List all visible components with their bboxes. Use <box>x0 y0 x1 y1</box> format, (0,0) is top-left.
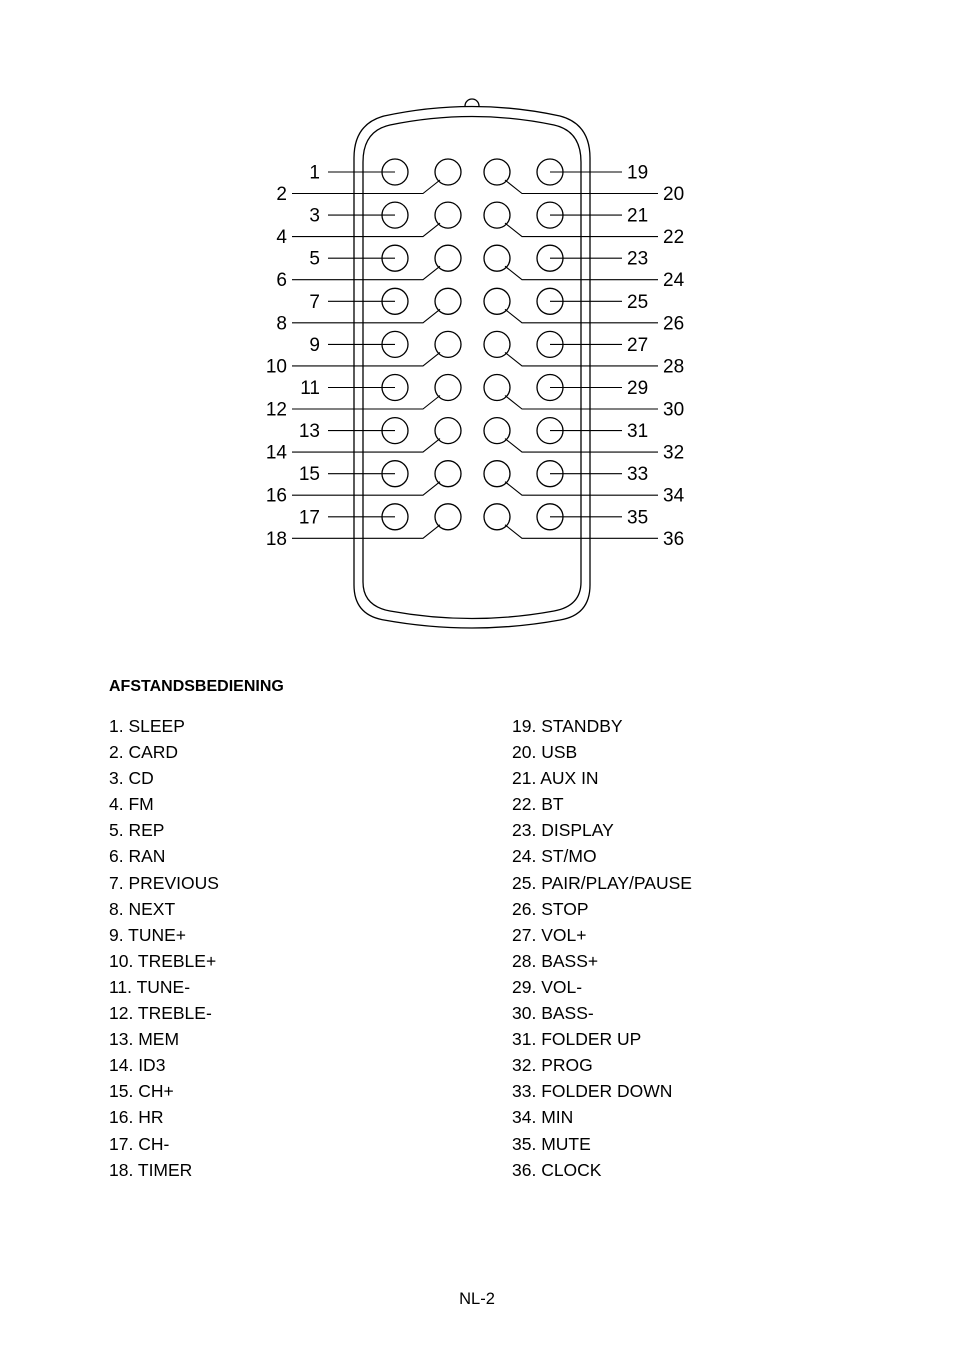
callout-number: 24 <box>663 270 685 292</box>
legend-item: 28. BASS+ <box>512 950 599 971</box>
callout-number: 30 <box>663 399 685 421</box>
legend-item: 20. USB <box>512 742 578 763</box>
legend-left-column <box>109 713 219 1183</box>
callout-number: 16 <box>265 485 287 507</box>
callout-number: 34 <box>663 485 685 507</box>
callout-number: 17 <box>298 507 320 529</box>
callout-number: 12 <box>265 399 287 421</box>
legend-item: 16. HR <box>109 1107 164 1128</box>
callout-number: 32 <box>663 442 685 464</box>
callout-number: 26 <box>663 313 685 335</box>
callout-number: 28 <box>663 356 685 378</box>
callout-number: 21 <box>627 205 649 227</box>
legend-item: 11. TUNE- <box>109 976 191 997</box>
legend-item: 29. VOL- <box>512 976 583 997</box>
remote-body <box>354 99 590 628</box>
section-title: AFSTANDSBEDIENING <box>109 678 284 695</box>
callout-number: 18 <box>265 528 287 550</box>
callout-number: 22 <box>663 227 685 249</box>
callout-number: 8 <box>276 313 287 335</box>
callout-number: 15 <box>298 464 320 486</box>
callout-number: 11 <box>300 378 320 399</box>
button-grid <box>382 159 563 530</box>
remote-lanyard-loop <box>465 99 479 106</box>
callout-number: 13 <box>298 421 320 443</box>
legend-item: 32. PROG <box>512 1055 593 1076</box>
remote-control-diagram <box>0 0 954 650</box>
legend-item: 34. MIN <box>512 1107 574 1128</box>
legend-item: 27. VOL+ <box>512 924 587 945</box>
legend-item: 23. DISPLAY <box>512 820 614 841</box>
callout-number: 31 <box>627 421 649 443</box>
legend-item: 22. BT <box>512 794 564 815</box>
callout-number: 2 <box>276 184 287 205</box>
legend-item: 2. CARD <box>109 742 179 763</box>
legend-item: 13. MEM <box>109 1029 180 1050</box>
legend-item: 9. TUNE+ <box>109 924 186 945</box>
callout-number: 23 <box>627 248 649 270</box>
legend-item: 35. MUTE <box>512 1133 591 1154</box>
legend-item: 5. REP <box>109 820 165 841</box>
legend-item: 7. PREVIOUS <box>109 872 219 893</box>
callout-number: 35 <box>627 507 649 529</box>
legend-item: 14. ID3 <box>109 1055 166 1076</box>
callout-number: 1 <box>309 162 320 184</box>
callout-number: 36 <box>663 528 685 550</box>
callout-labels <box>266 163 685 550</box>
callout-number: 5 <box>309 248 320 270</box>
callout-number: 33 <box>627 464 649 486</box>
callout-number: 14 <box>265 442 287 464</box>
callout-number: 7 <box>309 291 320 313</box>
legend-item: 3. CD <box>109 768 154 789</box>
callout-number: 6 <box>276 270 287 292</box>
legend-item: 26. STOP <box>512 898 589 919</box>
legend-item: 25. PAIR/PLAY/PAUSE <box>512 872 692 893</box>
legend-item: 10. TREBLE+ <box>109 950 217 971</box>
legend-item: 15. CH+ <box>109 1081 174 1102</box>
callout-number: 29 <box>627 378 649 399</box>
legend-item: 31. FOLDER UP <box>512 1029 642 1050</box>
callout-number: 20 <box>663 184 685 205</box>
legend-item: 4. FM <box>109 794 154 815</box>
legend-item: 6. RAN <box>109 846 166 867</box>
callout-number: 27 <box>627 334 649 356</box>
leader-lines <box>292 172 658 538</box>
callout-number: 25 <box>627 291 649 313</box>
legend-item: 1. SLEEP <box>109 716 185 736</box>
legend-item: 19. STANDBY <box>512 716 623 736</box>
remote-inner-outline <box>363 117 581 619</box>
legend-item: 17. CH- <box>109 1133 170 1154</box>
legend-item: 24. ST/MO <box>512 846 597 867</box>
page-number: NL-2 <box>459 1290 495 1308</box>
legend-item: 30. BASS- <box>512 1003 594 1024</box>
callout-number: 19 <box>627 162 649 184</box>
callout-number: 9 <box>309 334 320 356</box>
legend-item: 8. NEXT <box>109 898 176 919</box>
callout-number: 3 <box>309 205 320 227</box>
legend-item: 12. TREBLE- <box>109 1003 212 1024</box>
callout-number: 4 <box>276 227 287 249</box>
legend-item: 33. FOLDER DOWN <box>512 1081 673 1102</box>
legend-item: 18. TIMER <box>109 1159 193 1180</box>
legend-right-column <box>512 713 692 1183</box>
callout-number: 10 <box>265 356 287 378</box>
legend-item: 36. CLOCK <box>512 1159 602 1180</box>
legend-item: 21. AUX IN <box>512 768 599 789</box>
